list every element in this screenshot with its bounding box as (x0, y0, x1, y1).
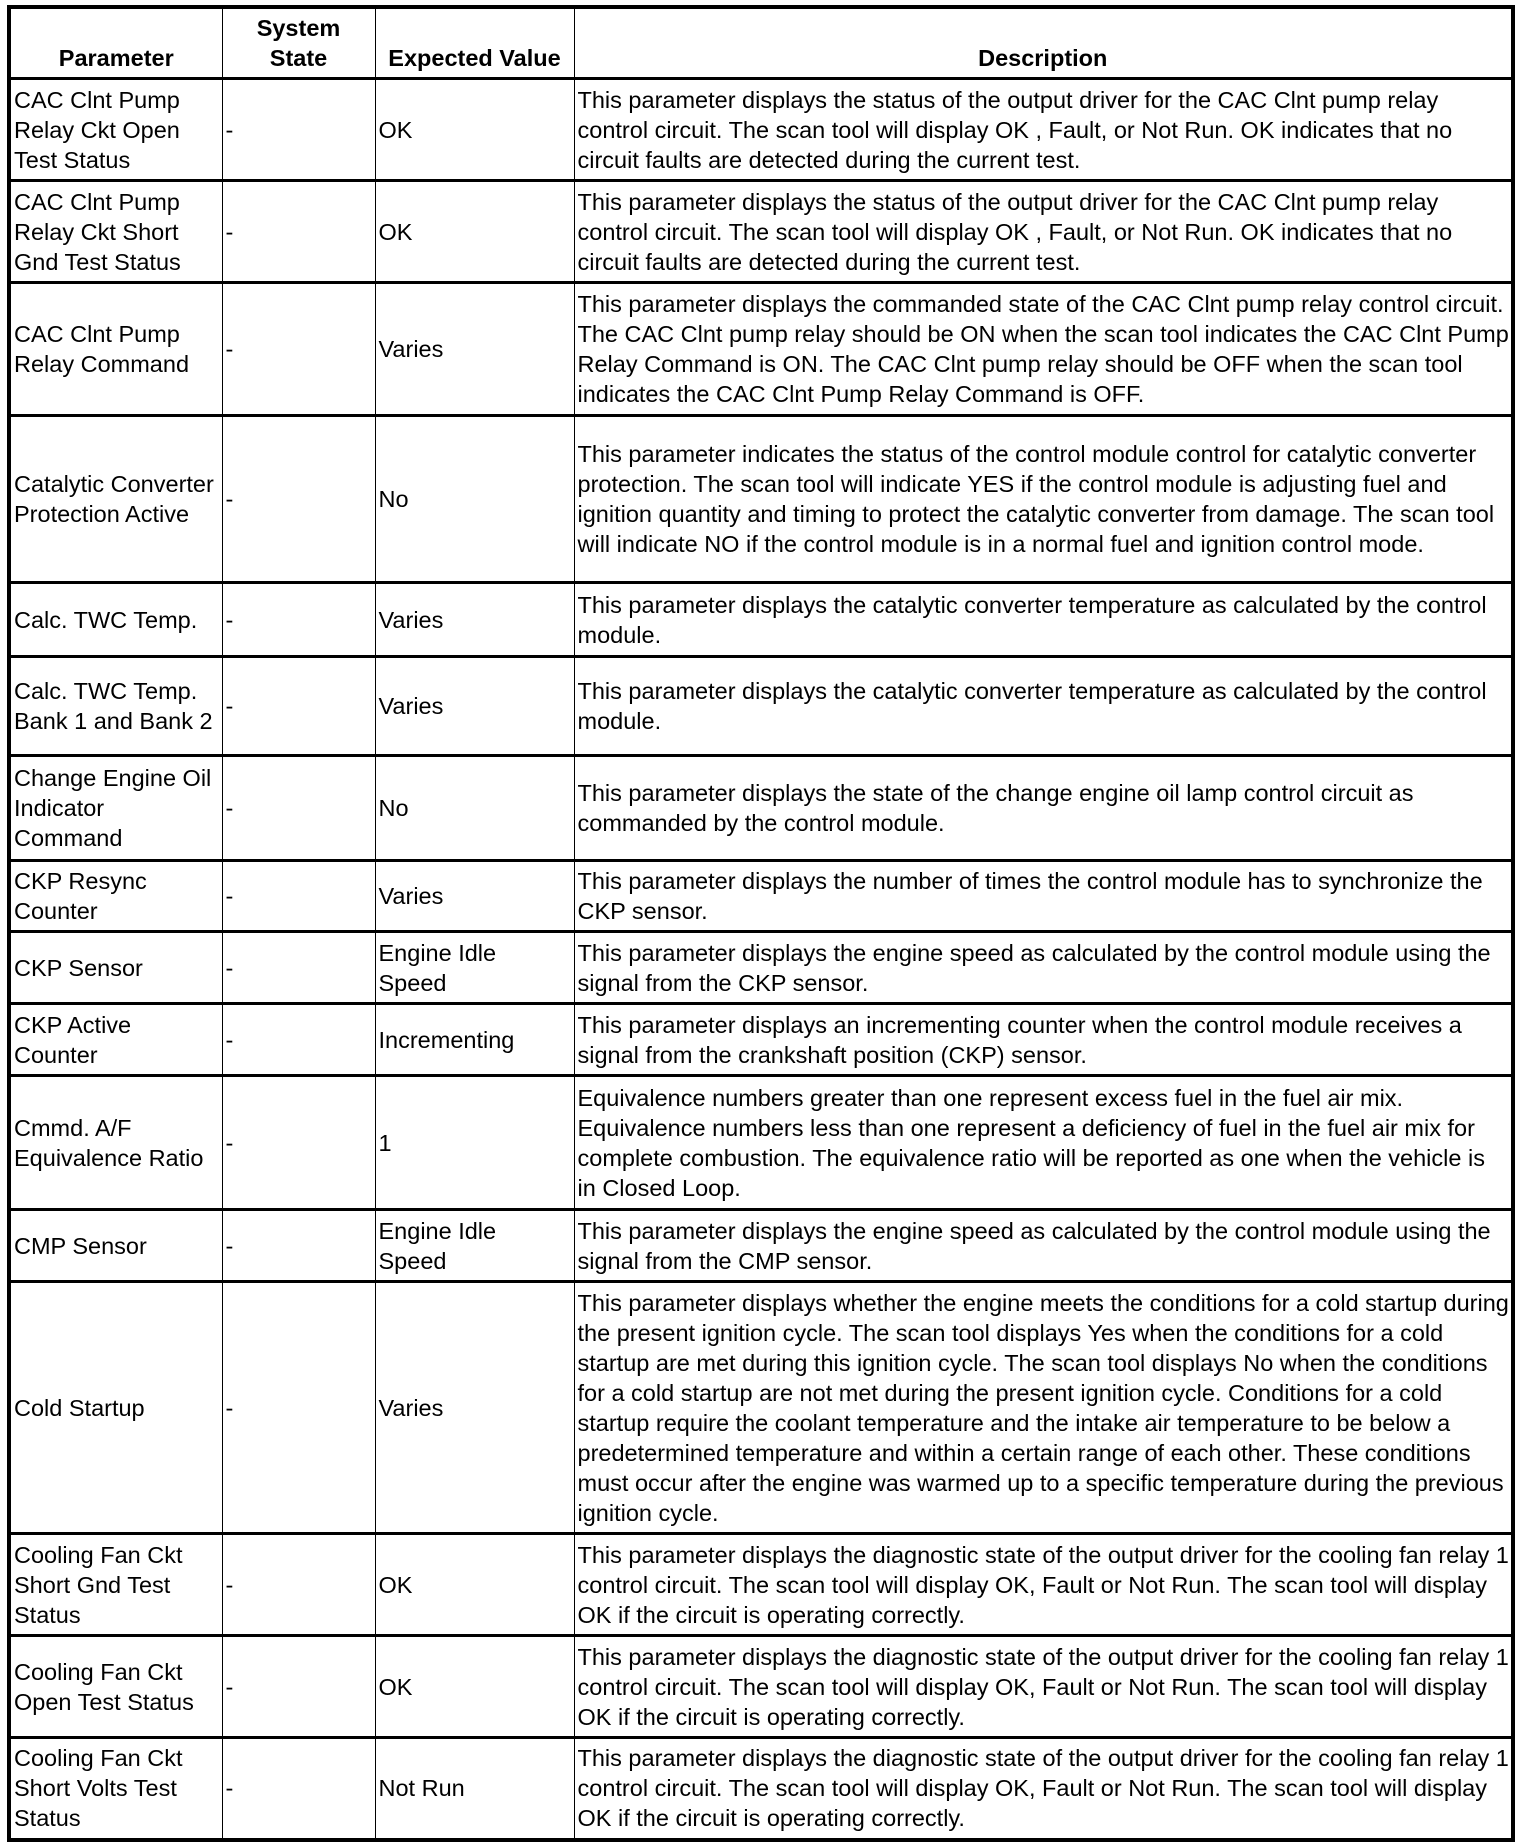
table-row (9, 1282, 1513, 1534)
parameter-table (7, 5, 1515, 1842)
cell-system-state: - (222, 1004, 375, 1076)
cell-expected-value: 1 (375, 1076, 574, 1210)
cell-expected-value: No (375, 756, 574, 861)
cell-parameter: CKP Resync Counter (9, 861, 222, 932)
cell-expected-value: Incrementing (375, 1004, 574, 1076)
table-row (9, 1636, 1513, 1738)
cell-system-state: - (222, 1282, 375, 1534)
table-row (9, 657, 1513, 756)
cell-description: This parameter displays an incrementing counter when the control module receives a signal from the crankshaft position (CKP) sensor. (574, 1004, 1513, 1076)
table-row (9, 416, 1513, 583)
table-row (9, 1534, 1513, 1636)
cell-system-state: - (222, 1076, 375, 1210)
cell-system-state: - (222, 861, 375, 932)
cell-expected-value: Varies (375, 657, 574, 756)
cell-system-state: - (222, 1636, 375, 1738)
cell-parameter: Calc. TWC Temp. Bank 1 and Bank 2 (9, 657, 222, 756)
cell-parameter: Calc. TWC Temp. (9, 583, 222, 657)
cell-description: This parameter displays the diagnostic state of the output driver for the cooling fan relay 1 control circuit. The scan tool will display OK, Fault or Not Run. The scan tool will display OK if the circuit is operating correctly. (574, 1534, 1513, 1636)
table-row (9, 79, 1513, 181)
cell-expected-value: Engine Idle Speed (375, 1210, 574, 1282)
cell-parameter: Catalytic Converter Protection Active (9, 416, 222, 583)
cell-description: This parameter displays the status of the output driver for the CAC Clnt pump relay control circuit. The scan tool will display OK , Fault, or Not Run. OK indicates that no circuit faults are detected during the current test. (574, 181, 1513, 283)
cell-system-state: - (222, 79, 375, 181)
cell-description: This parameter displays the engine speed as calculated by the control module using the signal from the CMP sensor. (574, 1210, 1513, 1282)
cell-parameter: CKP Sensor (9, 932, 222, 1004)
cell-expected-value: Varies (375, 1282, 574, 1534)
cell-parameter: Cooling Fan Ckt Short Volts Test Status (9, 1738, 222, 1840)
table-row (9, 1004, 1513, 1076)
cell-expected-value: OK (375, 79, 574, 181)
cell-expected-value: Varies (375, 283, 574, 416)
cell-parameter: CAC Clnt Pump Relay Ckt Open Test Status (9, 79, 222, 181)
cell-parameter: CMP Sensor (9, 1210, 222, 1282)
cell-expected-value: OK (375, 1534, 574, 1636)
cell-system-state: - (222, 583, 375, 657)
cell-parameter: CKP Active Counter (9, 1004, 222, 1076)
cell-description: This parameter displays the number of times the control module has to synchronize the CKP sensor. (574, 861, 1513, 932)
cell-system-state: - (222, 1738, 375, 1840)
cell-description: This parameter displays the engine speed as calculated by the control module using the signal from the CKP sensor. (574, 932, 1513, 1004)
cell-system-state: - (222, 657, 375, 756)
cell-parameter: Cmmd. A/F Equivalence Ratio (9, 1076, 222, 1210)
cell-description: This parameter displays the catalytic converter temperature as calculated by the control module. (574, 583, 1513, 657)
cell-system-state: - (222, 932, 375, 1004)
cell-system-state: - (222, 283, 375, 416)
table-row (9, 1076, 1513, 1210)
cell-description: This parameter displays the commanded state of the CAC Clnt pump relay control circuit. The CAC Clnt pump relay should be ON when the scan tool indicates the CAC Clnt Pump Relay Command is ON. The CAC Clnt pump relay should be OFF when the scan tool indicates the CAC Clnt Pump Relay Command is OFF. (574, 283, 1513, 416)
cell-system-state: - (222, 756, 375, 861)
header-row (9, 7, 1513, 79)
table-row (9, 932, 1513, 1004)
header-parameter: Parameter (9, 7, 222, 79)
cell-parameter: CAC Clnt Pump Relay Ckt Short Gnd Test Status (9, 181, 222, 283)
cell-system-state: - (222, 181, 375, 283)
table-row (9, 181, 1513, 283)
cell-parameter: Cold Startup (9, 1282, 222, 1534)
cell-parameter: Cooling Fan Ckt Short Gnd Test Status (9, 1534, 222, 1636)
cell-description: This parameter indicates the status of the control module control for catalytic converter protection. The scan tool will indicate YES if the control module is adjusting fuel and ignition quantity and timing to protect the catalytic converter from damage. The scan tool will indicate NO if the control module is in a normal fuel and ignition control mode. (574, 416, 1513, 583)
cell-description: This parameter displays whether the engine meets the conditions for a cold startup during the present ignition cycle. The scan tool displays Yes when the conditions for a cold startup are met during this ignition cycle. The scan tool displays No when the conditions for a cold startup are not met during the present ignition cycle. Conditions for a cold startup require the coolant temperature and the intake air temperature to be below a predetermined temperature and within a certain range of each other. These conditions must occur after the engine was warmed up to a specific temperature during the previous ignition cycle. (574, 1282, 1513, 1534)
table-row (9, 583, 1513, 657)
cell-expected-value: Not Run (375, 1738, 574, 1840)
cell-system-state: - (222, 1534, 375, 1636)
cell-description: This parameter displays the status of the output driver for the CAC Clnt pump relay control circuit. The scan tool will display OK , Fault, or Not Run. OK indicates that no circuit faults are detected during the current test. (574, 79, 1513, 181)
cell-description: This parameter displays the state of the change engine oil lamp control circuit as commanded by the control module. (574, 756, 1513, 861)
cell-parameter: Cooling Fan Ckt Open Test Status (9, 1636, 222, 1738)
table-row (9, 1738, 1513, 1840)
cell-expected-value: OK (375, 181, 574, 283)
cell-description: Equivalence numbers greater than one represent excess fuel in the fuel air mix. Equivalence numbers less than one represent a deficiency of fuel in the fuel air mix for complete combustion. The equivalence ratio will be reported as one when the vehicle is in Closed Loop. (574, 1076, 1513, 1210)
header-description: Description (574, 7, 1513, 79)
cell-expected-value: Varies (375, 583, 574, 657)
cell-description: This parameter displays the diagnostic state of the output driver for the cooling fan relay 1 control circuit. The scan tool will display OK, Fault or Not Run. The scan tool will display OK if the circuit is operating correctly. (574, 1636, 1513, 1738)
cell-parameter: CAC Clnt Pump Relay Command (9, 283, 222, 416)
table-row (9, 861, 1513, 932)
cell-expected-value: Varies (375, 861, 574, 932)
table-row (9, 756, 1513, 861)
cell-description: This parameter displays the catalytic converter temperature as calculated by the control module. (574, 657, 1513, 756)
table-row (9, 283, 1513, 416)
table-row (9, 1210, 1513, 1282)
cell-parameter: Change Engine Oil Indicator Command (9, 756, 222, 861)
cell-expected-value: Engine Idle Speed (375, 932, 574, 1004)
cell-system-state: - (222, 1210, 375, 1282)
header-expected-value: Expected Value (375, 7, 574, 79)
cell-system-state: - (222, 416, 375, 583)
header-system-state: System State (222, 7, 375, 79)
cell-expected-value: OK (375, 1636, 574, 1738)
cell-expected-value: No (375, 416, 574, 583)
cell-description: This parameter displays the diagnostic state of the output driver for the cooling fan relay 1 control circuit. The scan tool will display OK, Fault or Not Run. The scan tool will display OK if the circuit is operating correctly. (574, 1738, 1513, 1840)
